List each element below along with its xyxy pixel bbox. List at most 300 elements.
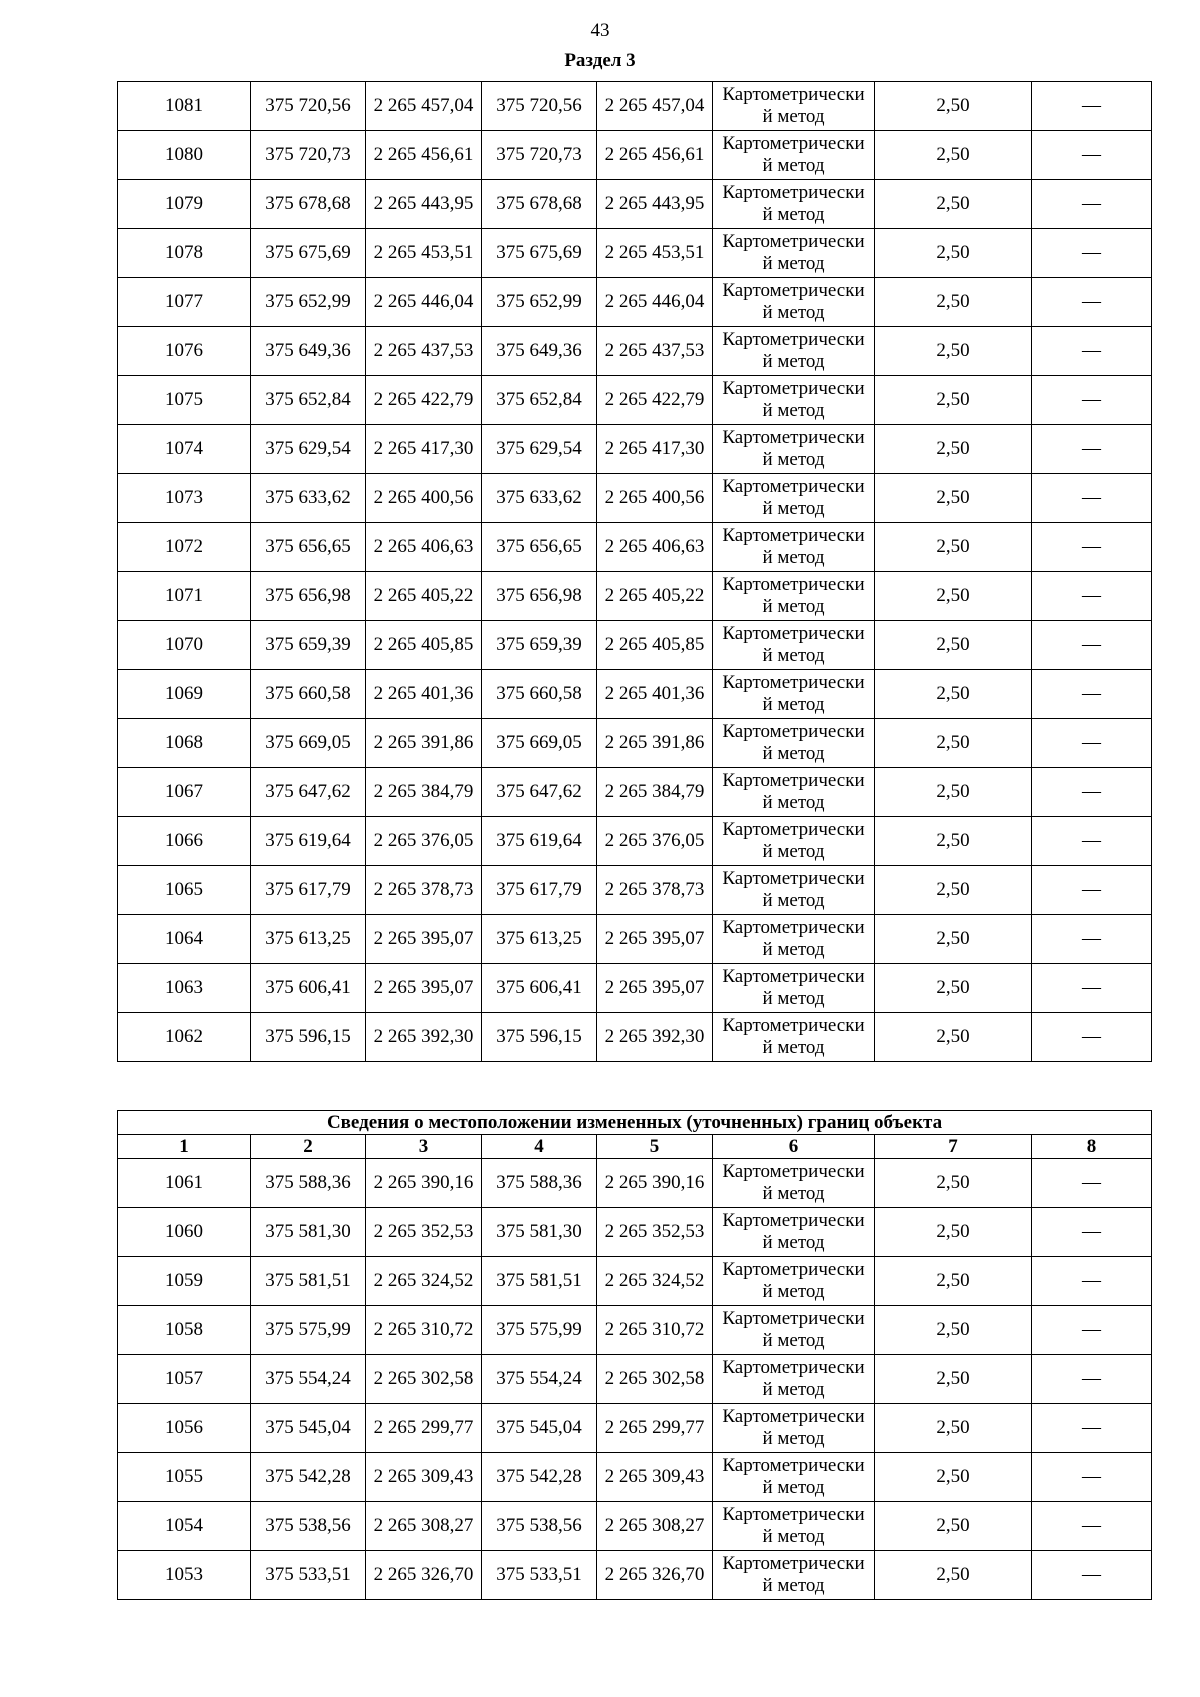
accuracy-cell: 2,50 [875,1502,1032,1551]
method-cell [713,229,875,278]
method-text-line2: й метод [762,939,825,960]
x-coordinate-cell: 375 542,28 [251,1453,366,1502]
y-coordinate-new-cell: 2 265 395,07 [597,964,713,1013]
y-coordinate-cell: 2 265 395,07 [366,915,482,964]
point-number-cell: 1075 [118,376,251,425]
y-coordinate-new-cell: 2 265 391,86 [597,719,713,768]
description-cell: — [1032,376,1152,425]
method-text-line2: й метод [762,988,825,1009]
method-text-line1: Картометрически [722,1553,865,1574]
accuracy-cell: 2,50 [875,1355,1032,1404]
x-coordinate-cell: 375 669,05 [251,719,366,768]
method-cell [713,1551,875,1600]
table-row [118,1453,1152,1502]
x-coordinate-cell: 375 554,24 [251,1355,366,1404]
x-coordinate-new-cell: 375 652,99 [482,278,597,327]
table-row [118,768,1152,817]
method-text-line2: й метод [762,1526,825,1547]
y-coordinate-cell: 2 265 422,79 [366,376,482,425]
x-coordinate-new-cell: 375 545,04 [482,1404,597,1453]
y-coordinate-new-cell: 2 265 302,58 [597,1355,713,1404]
table-row [118,474,1152,523]
method-text-line2: й метод [762,645,825,666]
method-cell [713,1355,875,1404]
table-row [118,523,1152,572]
x-coordinate-new-cell: 375 659,39 [482,621,597,670]
method-text-line2: й метод [762,1183,825,1204]
method-text-line1: Картометрически [722,231,865,252]
table-row [118,1013,1152,1062]
y-coordinate-cell: 2 265 405,85 [366,621,482,670]
y-coordinate-new-cell: 2 265 392,30 [597,1013,713,1062]
x-coordinate-cell: 375 652,99 [251,278,366,327]
method-text-line1: Картометрически [722,623,865,644]
method-text-line2: й метод [762,547,825,568]
method-text-line1: Картометрически [722,525,865,546]
method-cell [713,1013,875,1062]
description-cell: — [1032,572,1152,621]
point-number-cell: 1054 [118,1502,251,1551]
x-coordinate-new-cell: 375 554,24 [482,1355,597,1404]
accuracy-cell: 2,50 [875,621,1032,670]
x-coordinate-new-cell: 375 617,79 [482,866,597,915]
point-number-cell: 1063 [118,964,251,1013]
y-coordinate-new-cell: 2 265 437,53 [597,327,713,376]
table-row [118,1551,1152,1600]
table-row [118,82,1152,131]
method-cell [713,719,875,768]
method-cell [713,915,875,964]
point-number-cell: 1053 [118,1551,251,1600]
x-coordinate-cell: 375 660,58 [251,670,366,719]
point-number-cell: 1057 [118,1355,251,1404]
y-coordinate-cell: 2 265 310,72 [366,1306,482,1355]
y-coordinate-new-cell: 2 265 405,85 [597,621,713,670]
method-text-line1: Картометрически [722,868,865,889]
point-number-cell: 1068 [118,719,251,768]
x-coordinate-cell: 375 619,64 [251,817,366,866]
y-coordinate-cell: 2 265 384,79 [366,768,482,817]
description-cell: — [1032,425,1152,474]
x-coordinate-new-cell: 375 581,51 [482,1257,597,1306]
method-cell [713,1404,875,1453]
x-coordinate-new-cell: 375 649,36 [482,327,597,376]
x-coordinate-cell: 375 633,62 [251,474,366,523]
description-cell: — [1032,719,1152,768]
method-cell [713,670,875,719]
x-coordinate-new-cell: 375 669,05 [482,719,597,768]
point-number-cell: 1055 [118,1453,251,1502]
description-cell: — [1032,964,1152,1013]
x-coordinate-cell: 375 581,51 [251,1257,366,1306]
method-text-line1: Картометрически [722,672,865,693]
description-cell: — [1032,523,1152,572]
method-cell [713,327,875,376]
method-text-line2: й метод [762,1232,825,1253]
y-coordinate-new-cell: 2 265 422,79 [597,376,713,425]
point-number-cell: 1078 [118,229,251,278]
method-text-line1: Картометрически [722,1161,865,1182]
accuracy-cell: 2,50 [875,474,1032,523]
table-row [118,376,1152,425]
x-coordinate-cell: 375 617,79 [251,866,366,915]
y-coordinate-cell: 2 265 390,16 [366,1159,482,1208]
accuracy-cell: 2,50 [875,327,1032,376]
table-caption-row [118,1111,1152,1135]
x-coordinate-new-cell: 375 656,98 [482,572,597,621]
x-coordinate-cell: 375 659,39 [251,621,366,670]
x-coordinate-cell: 375 656,65 [251,523,366,572]
method-cell [713,768,875,817]
point-number-cell: 1066 [118,817,251,866]
y-coordinate-new-cell: 2 265 309,43 [597,1453,713,1502]
table-row [118,915,1152,964]
x-coordinate-cell: 375 720,73 [251,131,366,180]
point-number-cell: 1076 [118,327,251,376]
method-cell [713,278,875,327]
description-cell: — [1032,1502,1152,1551]
description-cell: — [1032,817,1152,866]
method-cell [713,1208,875,1257]
description-cell: — [1032,1159,1152,1208]
table-row [118,817,1152,866]
point-number-cell: 1071 [118,572,251,621]
x-coordinate-cell: 375 581,30 [251,1208,366,1257]
y-coordinate-new-cell: 2 265 417,30 [597,425,713,474]
point-number-cell: 1073 [118,474,251,523]
table-row [118,670,1152,719]
section-title: Раздел 3 [564,50,636,71]
y-coordinate-new-cell: 2 265 384,79 [597,768,713,817]
point-number-cell: 1070 [118,621,251,670]
method-text-line2: й метод [762,1330,825,1351]
accuracy-cell: 2,50 [875,719,1032,768]
column-header-1: 1 [118,1135,251,1159]
table-row [118,229,1152,278]
y-coordinate-new-cell: 2 265 443,95 [597,180,713,229]
y-coordinate-new-cell: 2 265 446,04 [597,278,713,327]
x-coordinate-new-cell: 375 613,25 [482,915,597,964]
description-cell: — [1032,1355,1152,1404]
method-text-line1: Картометрически [722,329,865,350]
accuracy-cell: 2,50 [875,964,1032,1013]
accuracy-cell: 2,50 [875,523,1032,572]
y-coordinate-new-cell: 2 265 308,27 [597,1502,713,1551]
x-coordinate-new-cell: 375 575,99 [482,1306,597,1355]
x-coordinate-new-cell: 375 652,84 [482,376,597,425]
y-coordinate-cell: 2 265 378,73 [366,866,482,915]
accuracy-cell: 2,50 [875,1013,1032,1062]
table-row [118,131,1152,180]
method-cell [713,474,875,523]
y-coordinate-cell: 2 265 308,27 [366,1502,482,1551]
method-text-line1: Картометрически [722,1308,865,1329]
description-cell: — [1032,82,1152,131]
accuracy-cell: 2,50 [875,1453,1032,1502]
method-text-line2: й метод [762,400,825,421]
method-text-line2: й метод [762,890,825,911]
description-cell: — [1032,1208,1152,1257]
method-cell [713,866,875,915]
x-coordinate-new-cell: 375 619,64 [482,817,597,866]
x-coordinate-new-cell: 375 606,41 [482,964,597,1013]
description-cell: — [1032,1404,1152,1453]
y-coordinate-cell: 2 265 352,53 [366,1208,482,1257]
accuracy-cell: 2,50 [875,1257,1032,1306]
point-number-cell: 1067 [118,768,251,817]
method-cell [713,82,875,131]
table-row [118,1355,1152,1404]
table-row [118,1159,1152,1208]
x-coordinate-new-cell: 375 538,56 [482,1502,597,1551]
table-row [118,1257,1152,1306]
y-coordinate-new-cell: 2 265 352,53 [597,1208,713,1257]
method-text-line2: й метод [762,302,825,323]
y-coordinate-new-cell: 2 265 401,36 [597,670,713,719]
x-coordinate-new-cell: 375 581,30 [482,1208,597,1257]
point-number-cell: 1060 [118,1208,251,1257]
y-coordinate-cell: 2 265 395,07 [366,964,482,1013]
accuracy-cell: 2,50 [875,376,1032,425]
table-caption: Сведения о местоположении измененных (уточненных) границ объекта [118,1111,1152,1135]
method-text-line1: Картометрически [722,1504,865,1525]
point-number-cell: 1061 [118,1159,251,1208]
column-header-5: 5 [597,1135,713,1159]
accuracy-cell: 2,50 [875,180,1032,229]
description-cell: — [1032,768,1152,817]
y-coordinate-cell: 2 265 446,04 [366,278,482,327]
accuracy-cell: 2,50 [875,572,1032,621]
method-text-line1: Картометрически [722,427,865,448]
accuracy-cell: 2,50 [875,425,1032,474]
method-text-line1: Картометрически [722,476,865,497]
y-coordinate-new-cell: 2 265 456,61 [597,131,713,180]
x-coordinate-new-cell: 375 542,28 [482,1453,597,1502]
column-header-6: 6 [713,1135,875,1159]
table-row [118,621,1152,670]
description-cell: — [1032,327,1152,376]
y-coordinate-cell: 2 265 302,58 [366,1355,482,1404]
method-text-line2: й метод [762,596,825,617]
x-coordinate-new-cell: 375 533,51 [482,1551,597,1600]
method-cell [713,1502,875,1551]
method-text-line2: й метод [762,1281,825,1302]
x-coordinate-new-cell: 375 720,73 [482,131,597,180]
y-coordinate-new-cell: 2 265 299,77 [597,1404,713,1453]
description-cell: — [1032,180,1152,229]
point-number-cell: 1080 [118,131,251,180]
method-cell [713,621,875,670]
point-number-cell: 1069 [118,670,251,719]
point-number-cell: 1059 [118,1257,251,1306]
method-text-line1: Картометрически [722,1357,865,1378]
accuracy-cell: 2,50 [875,670,1032,719]
accuracy-cell: 2,50 [875,1159,1032,1208]
method-text-line1: Картометрически [722,133,865,154]
x-coordinate-cell: 375 533,51 [251,1551,366,1600]
x-coordinate-new-cell: 375 660,58 [482,670,597,719]
x-coordinate-cell: 375 575,99 [251,1306,366,1355]
method-cell [713,572,875,621]
method-text-line1: Картометрически [722,182,865,203]
page-number: 43 [590,20,610,41]
y-coordinate-cell: 2 265 324,52 [366,1257,482,1306]
table-row [118,964,1152,1013]
point-number-cell: 1056 [118,1404,251,1453]
method-cell [713,131,875,180]
x-coordinate-cell: 375 656,98 [251,572,366,621]
accuracy-cell: 2,50 [875,866,1032,915]
table-row [118,278,1152,327]
method-text-line1: Картометрически [722,1259,865,1280]
y-coordinate-new-cell: 2 265 378,73 [597,866,713,915]
table-row [118,1404,1152,1453]
method-text-line1: Картометрически [722,917,865,938]
x-coordinate-cell: 375 720,56 [251,82,366,131]
table-row [118,327,1152,376]
x-coordinate-cell: 375 596,15 [251,1013,366,1062]
description-cell: — [1032,229,1152,278]
x-coordinate-cell: 375 649,36 [251,327,366,376]
table-row [118,866,1152,915]
x-coordinate-new-cell: 375 678,68 [482,180,597,229]
method-text-line2: й метод [762,1037,825,1058]
x-coordinate-cell: 375 678,68 [251,180,366,229]
x-coordinate-cell: 375 647,62 [251,768,366,817]
method-text-line1: Картометрически [722,770,865,791]
accuracy-cell: 2,50 [875,229,1032,278]
table-header-row [118,1135,1152,1159]
x-coordinate-cell: 375 675,69 [251,229,366,278]
description-cell: — [1032,131,1152,180]
method-text-line1: Картометрически [722,1015,865,1036]
method-text-line2: й метод [762,253,825,274]
method-text-line2: й метод [762,1379,825,1400]
method-text-line2: й метод [762,743,825,764]
point-number-cell: 1064 [118,915,251,964]
point-number-cell: 1074 [118,425,251,474]
description-cell: — [1032,1257,1152,1306]
method-text-line1: Картометрически [722,574,865,595]
y-coordinate-new-cell: 2 265 390,16 [597,1159,713,1208]
method-cell [713,376,875,425]
method-text-line1: Картометрически [722,1455,865,1476]
x-coordinate-new-cell: 375 629,54 [482,425,597,474]
accuracy-cell: 2,50 [875,1208,1032,1257]
accuracy-cell: 2,50 [875,915,1032,964]
y-coordinate-new-cell: 2 265 405,22 [597,572,713,621]
x-coordinate-new-cell: 375 633,62 [482,474,597,523]
y-coordinate-cell: 2 265 406,63 [366,523,482,572]
description-cell: — [1032,278,1152,327]
method-text-line2: й метод [762,694,825,715]
method-text-line2: й метод [762,204,825,225]
column-header-2: 2 [251,1135,366,1159]
method-text-line2: й метод [762,1575,825,1596]
method-text-line1: Картометрически [722,280,865,301]
y-coordinate-new-cell: 2 265 457,04 [597,82,713,131]
x-coordinate-cell: 375 545,04 [251,1404,366,1453]
method-text-line1: Картометрически [722,1210,865,1231]
x-coordinate-new-cell: 375 720,56 [482,82,597,131]
y-coordinate-cell: 2 265 443,95 [366,180,482,229]
accuracy-cell: 2,50 [875,1404,1032,1453]
table-row [118,1502,1152,1551]
column-header-4: 4 [482,1135,597,1159]
method-text-line1: Картометрически [722,966,865,987]
method-text-line1: Картометрически [722,819,865,840]
method-text-line2: й метод [762,792,825,813]
y-coordinate-cell: 2 265 400,56 [366,474,482,523]
x-coordinate-cell: 375 538,56 [251,1502,366,1551]
method-cell [713,425,875,474]
x-coordinate-new-cell: 375 675,69 [482,229,597,278]
description-cell: — [1032,1306,1152,1355]
method-cell [713,180,875,229]
x-coordinate-new-cell: 375 647,62 [482,768,597,817]
y-coordinate-new-cell: 2 265 395,07 [597,915,713,964]
y-coordinate-cell: 2 265 453,51 [366,229,482,278]
y-coordinate-cell: 2 265 405,22 [366,572,482,621]
method-cell [713,817,875,866]
point-number-cell: 1062 [118,1013,251,1062]
y-coordinate-cell: 2 265 392,30 [366,1013,482,1062]
point-number-cell: 1058 [118,1306,251,1355]
x-coordinate-new-cell: 375 588,36 [482,1159,597,1208]
accuracy-cell: 2,50 [875,82,1032,131]
method-text-line2: й метод [762,498,825,519]
method-text-line1: Картометрически [722,378,865,399]
point-number-cell: 1077 [118,278,251,327]
table-row [118,572,1152,621]
y-coordinate-new-cell: 2 265 326,70 [597,1551,713,1600]
y-coordinate-new-cell: 2 265 376,05 [597,817,713,866]
y-coordinate-new-cell: 2 265 406,63 [597,523,713,572]
y-coordinate-cell: 2 265 417,30 [366,425,482,474]
y-coordinate-cell: 2 265 376,05 [366,817,482,866]
table-row [118,719,1152,768]
x-coordinate-new-cell: 375 656,65 [482,523,597,572]
description-cell: — [1032,915,1152,964]
accuracy-cell: 2,50 [875,1306,1032,1355]
accuracy-cell: 2,50 [875,131,1032,180]
accuracy-cell: 2,50 [875,1551,1032,1600]
coordinates-table-bottom [117,1110,1152,1600]
x-coordinate-cell: 375 588,36 [251,1159,366,1208]
point-number-cell: 1072 [118,523,251,572]
y-coordinate-cell: 2 265 437,53 [366,327,482,376]
description-cell: — [1032,1551,1152,1600]
method-cell [713,1257,875,1306]
y-coordinate-cell: 2 265 326,70 [366,1551,482,1600]
method-text-line2: й метод [762,1477,825,1498]
method-text-line2: й метод [762,351,825,372]
accuracy-cell: 2,50 [875,817,1032,866]
method-cell [713,523,875,572]
point-number-cell: 1079 [118,180,251,229]
method-text-line1: Картометрически [722,721,865,742]
method-cell [713,964,875,1013]
y-coordinate-cell: 2 265 299,77 [366,1404,482,1453]
method-text-line1: Картометрически [722,84,865,105]
description-cell: — [1032,1453,1152,1502]
method-text-line2: й метод [762,449,825,470]
y-coordinate-cell: 2 265 456,61 [366,131,482,180]
method-cell [713,1453,875,1502]
x-coordinate-new-cell: 375 596,15 [482,1013,597,1062]
column-header-7: 7 [875,1135,1032,1159]
table-row [118,180,1152,229]
